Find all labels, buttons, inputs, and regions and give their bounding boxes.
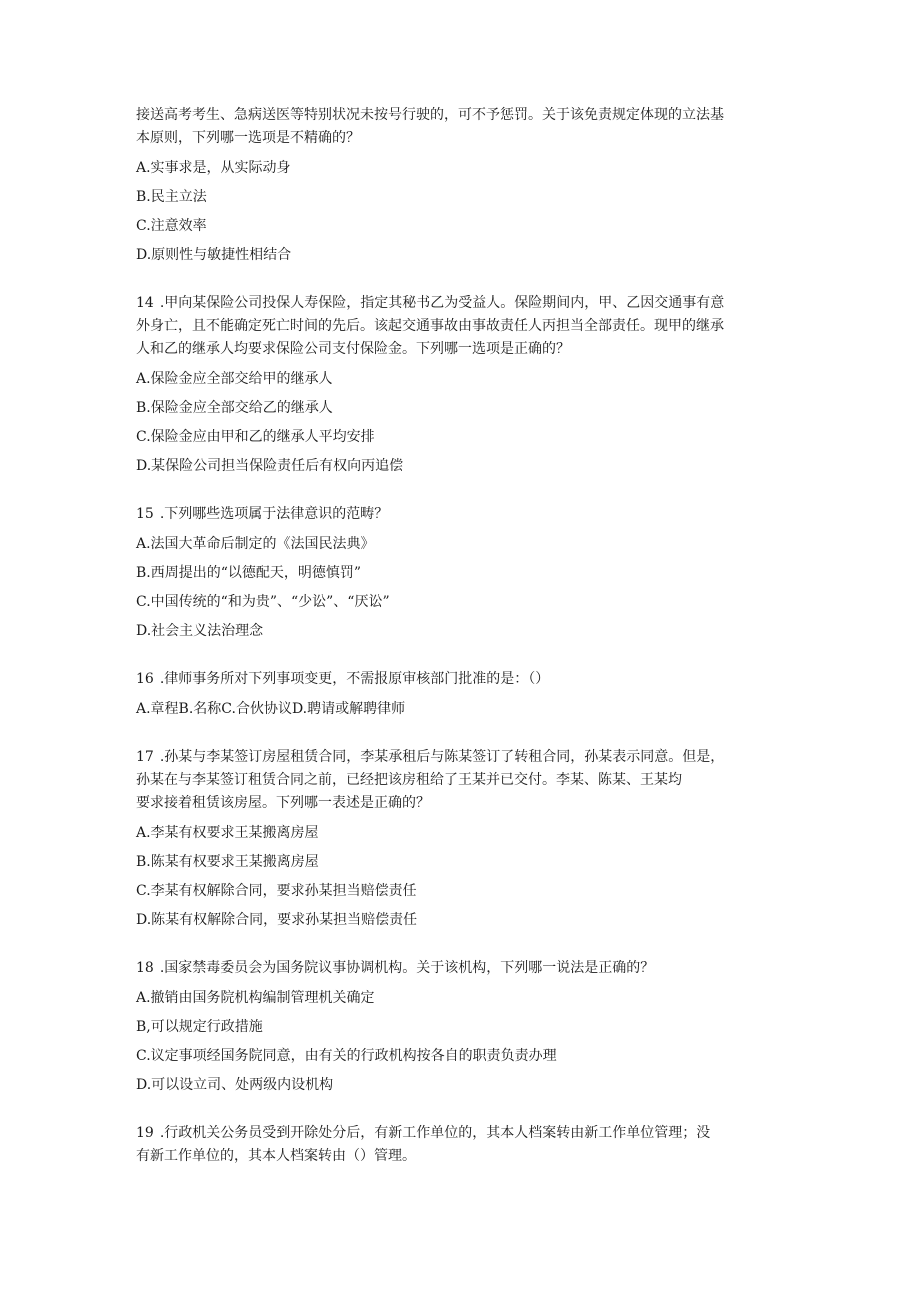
- question-stem: [136, 503, 786, 526]
- question-number: 17: [136, 749, 154, 765]
- option-b: B,可以规定行政措施: [136, 1019, 263, 1035]
- option-line: A.章程B.名称C.合伙协议D.聘请或解聘律师: [136, 701, 406, 717]
- option-d: D.可以设立司、处两级内设机构: [136, 1077, 334, 1093]
- option-d: D.某保险公司担当保险责任后有权向丙追偿: [136, 458, 404, 474]
- option-c: C.保险金应由甲和乙的继承人平均安排: [136, 429, 375, 445]
- option-a: A.保险金应全部交给甲的继承人: [136, 371, 333, 387]
- question-17: [136, 746, 786, 935]
- question-text: .律师事务所对下列事项变更，不需报原审核部门批准的是：（）: [159, 671, 550, 687]
- option-a: A.实事求是，从实际动身: [136, 160, 291, 176]
- option-d: D.陈某有权解除合同，要求孙某担当赔偿责任: [136, 912, 418, 928]
- question-stem: [136, 746, 786, 815]
- question-number: 19: [136, 1125, 154, 1141]
- option-d: D.原则性与敏捷性相结合: [136, 247, 292, 263]
- question-stem: 接送高考考生、急病送医等特别状况未按号行驶的，可不予惩罚。关于该免责规定体现的立法基 本原则，下列哪一选项是不精确的？: [136, 107, 724, 146]
- document-page: [136, 104, 786, 1190]
- option-a: A.李某有权要求王某搬离房屋: [136, 825, 319, 841]
- question-text: .下列哪些选项属于法律意识的范畴？: [159, 506, 389, 522]
- question-stem: [136, 1122, 786, 1168]
- option-c: C.中国传统的“和为贵”、“少讼”、“厌讼”: [136, 594, 390, 610]
- option-a: A.法国大革命后制定的《法国民法典》: [136, 536, 375, 552]
- question-19: [136, 1122, 786, 1168]
- question-stem: [136, 668, 786, 691]
- question-14: [136, 292, 786, 481]
- question-number: 16: [136, 671, 154, 687]
- option-c: C.议定事项经国务院同意，由有关的行政机构按各自的职责负责办理: [136, 1048, 557, 1064]
- option-a: A.撤销由国务院机构编制管理机关确定: [136, 990, 375, 1006]
- question-text: .行政机关公务员受到开除处分后，有新工作单位的，其本人档案转由新工作单位管理；没 有新工作单位的，其本人档案转由（）管理。: [136, 1125, 711, 1164]
- option-b: B.保险金应全部交给乙的继承人: [136, 400, 333, 416]
- option-c: C.注意效率: [136, 218, 207, 234]
- question-number: 14: [136, 295, 154, 311]
- question-13: [136, 104, 786, 270]
- question-18: [136, 957, 786, 1100]
- option-b: B.陈某有权要求王某搬离房屋: [136, 854, 319, 870]
- question-number: 18: [136, 960, 154, 976]
- question-stem: [136, 292, 786, 361]
- option-b: B.西周提出的“以德配天，明德慎罚”: [136, 565, 362, 581]
- question-text: .孙某与李某签订房屋租赁合同，李某承租后与陈某签订了转租合同，孙某表示同意。但是， 孙某在与李某签订租赁合同之前，已经把该房租给了王某并已交付。李某、陈某、王某均 要求接着租赁该房屋。下列哪一表述是正确的？: [136, 749, 725, 811]
- option-c: C.李某有权解除合同，要求孙某担当赔偿责任: [136, 883, 417, 899]
- question-number: 15: [136, 506, 154, 522]
- option-b: B.民主立法: [136, 189, 207, 205]
- question-15: [136, 503, 786, 646]
- option-d: D.社会主义法治理念: [136, 623, 264, 639]
- question-text: .甲向某保险公司投保人寿保险，指定其秘书乙为受益人。保险期间内，甲、乙因交通事有意 外身亡，且不能确定死亡时间的先后。该起交通事故由事故责任人丙担当全部责任。现甲的继承 人和乙的继承人均要求保险公司支付保险金。下列哪一选项是正确的？: [136, 295, 725, 357]
- question-stem: [136, 957, 786, 980]
- question-text: .国家禁毒委员会为国务院议事协调机构。关于该机构，下列哪一说法是正确的？: [159, 960, 655, 976]
- question-16: [136, 668, 786, 724]
